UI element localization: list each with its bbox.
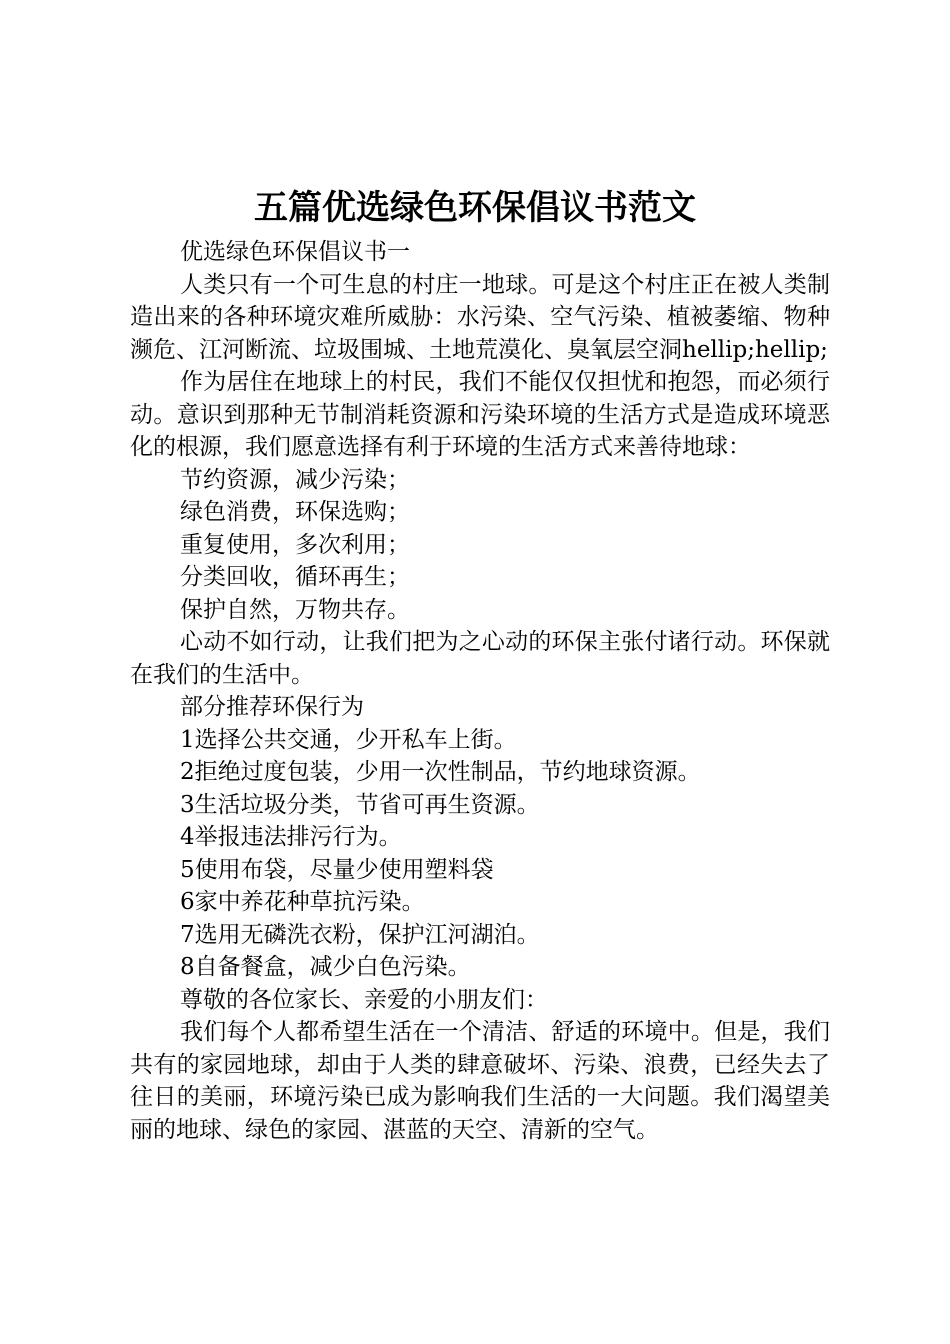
recommendation-7: 7选用无磷洗衣粉，保护江河湖泊。 (180, 921, 540, 948)
paragraph-3: 作为居住在地球上的村民，我们不能仅仅担忧和抱怨，而必须行动。意识到那种无节制消耗资源和污染环境的生活方式是造成环境恶化的根源，我们愿意选择有利于环境的生活方式来善待地球： (130, 369, 830, 460)
recommendation-6: 6家中养花种草抗污染。 (180, 889, 425, 915)
paragraph-4: 心动不如行动，让我们把为之心动的环保主张付诸行动。环保就在我们的生活中。 (130, 629, 830, 688)
paragraph-5: 我们每个人都希望生活在一个清洁、舒适的环境中。但是，我们共有的家园地球，却由于人类的肆意破坏、污染、浪费，已经失去了往日的美丽，环境污染已成为影响我们生活的一大问题。我们渴望美丽的地球、绿色的家园、湛蓝的天空、清新的空气。 (130, 1019, 830, 1143)
list-item-5: 保护自然，万物共存。 (180, 596, 410, 623)
recommendation-8: 8自备餐盒，减少白色污染。 (180, 954, 471, 980)
recommendation-5: 5使用布袋，尽量少使用塑料袋 (180, 856, 494, 883)
list-item-3: 重复使用，多次利用； (180, 531, 410, 558)
list-item-4: 分类回收，循环再生； (180, 564, 410, 590)
paragraph-2: 人类只有一个可生息的村庄一地球。可是这个村庄正在被人类制造出来的各种环境灾难所威胁：水污染、空气污染、植被萎缩、物种濒危、江河断流、垃圾围城、土地荒漠化、臭氧层空洞hellip;hellip; (130, 271, 830, 363)
paragraph-1: 优选绿色环保倡议书一 (180, 239, 410, 265)
salutation: 尊敬的各位家长、亲爱的小朋友们： (180, 986, 548, 1013)
list-item-2: 绿色消费，环保选购； (180, 499, 410, 525)
document-body (130, 236, 830, 1146)
recommendation-4: 4举报违法排污行为。 (180, 824, 402, 850)
list-item-1: 节约资源，减少污染； (180, 466, 410, 493)
recommendation-1: 1选择公共交通，少开私车上街。 (180, 726, 517, 753)
recommendation-2: 2拒绝过度包装，少用一次性制品，节约地球资源。 (180, 759, 701, 785)
section-heading: 部分推荐环保行为 (180, 694, 364, 720)
recommendation-3: 3生活垃圾分类，节省可再生资源。 (180, 791, 540, 818)
document-title: 五篇优选绿色环保倡议书范文 (254, 188, 696, 228)
